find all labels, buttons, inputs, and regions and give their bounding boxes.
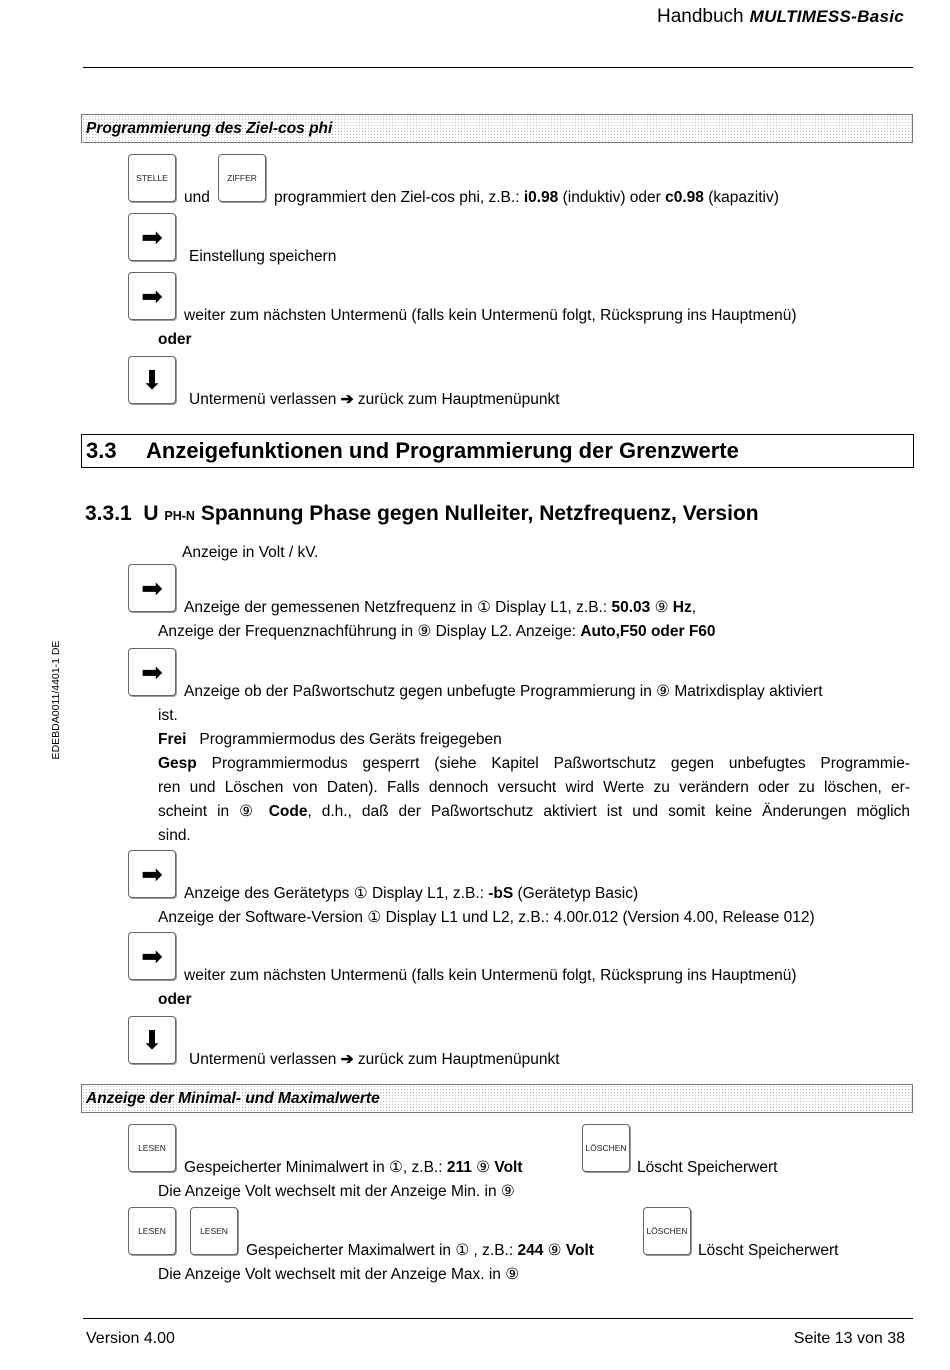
right-arrow-key-icon: ➡: [128, 648, 176, 696]
footer-rule: [83, 1318, 913, 1319]
right-arrow-key-icon: ➡: [128, 564, 176, 612]
right-arrow-key-icon: ➡: [128, 850, 176, 898]
gesp-paragraph: Gesp Programmiermodus gesperrt (siehe Kapitel Paßwortschutz gegen unbefugtes Programmie- ren und Löschen von Daten). Falls dennoch versucht wird Werte zu verändern oder zu löschen, er- scheint in ⑨ Code, d.h., daß der Paßwortschutz aktiviert ist und somit keine Änderungen möglich sind.: [158, 755, 910, 844]
oder-text: oder: [158, 331, 192, 348]
header-title: Handbuch: [657, 6, 744, 27]
software-version-text: Anzeige der Software-Version ① Display L1 und L2, z.B.: 4.00r.012 (Version 4.00, Release 012): [158, 909, 815, 926]
min-value-text: Gespeicherter Minimalwert in ①, z.B.: 211 ⑨ Volt: [184, 1159, 523, 1176]
side-document-code: EDEBDA0011/4401-1 DE: [50, 640, 62, 760]
lesen-key: LESEN: [190, 1207, 238, 1255]
next-submenu-text: weiter zum nächsten Untermenü (falls kein Untermenü folgt, Rücksprung ins Hauptmenü): [184, 307, 797, 324]
ziffer-key: ZIFFER: [218, 154, 266, 202]
next-submenu-text: weiter zum nächsten Untermenü (falls kein Untermenü folgt, Rücksprung ins Hauptmenü): [184, 967, 797, 984]
loeschen-key: LÖSCHEN: [582, 1124, 630, 1172]
save-setting-text: Einstellung speichern: [189, 248, 337, 265]
frequency-text-2: Anzeige der Frequenznachführung in ⑨ Display L2. Anzeige: Auto,F50 oder F60: [158, 623, 716, 640]
down-arrow-key-icon: ⬇: [128, 1016, 176, 1064]
lesen-key: LESEN: [128, 1207, 176, 1255]
section-heading-3-3-1: 3.3.1 U PH-N Spannung Phase gegen Nulleiter, Netzfrequenz, Version: [85, 502, 759, 525]
lesen-key: LESEN: [128, 1124, 176, 1172]
header-rule: [83, 67, 913, 68]
oder-text: oder: [158, 991, 192, 1008]
right-arrow-key-icon: ➡: [128, 213, 176, 261]
frei-line: Frei Programmiermodus des Geräts freigegeben: [158, 731, 502, 748]
password-text-2: ist.: [158, 707, 178, 724]
ziel-cosphi-description: programmiert den Ziel-cos phi, z.B.: i0.98 (induktiv) oder c0.98 (kapazitiv): [274, 189, 779, 206]
down-arrow-key-icon: ⬇: [128, 356, 176, 404]
stelle-key: STELLE: [128, 154, 176, 202]
password-text-1: Anzeige ob der Paßwortschutz gegen unbefugte Programmierung in ⑨ Matrixdisplay aktiviert: [184, 683, 823, 700]
leave-submenu-text: Untermenü verlassen ➔ zurück zum Hauptmenüpunkt: [189, 391, 560, 408]
leave-submenu-text: Untermenü verlassen ➔ zurück zum Hauptmenüpunkt: [189, 1051, 560, 1068]
frequency-text-1: Anzeige der gemessenen Netzfrequenz in ① Display L1, z.B.: 50.03 ⑨ Hz,: [184, 599, 697, 616]
max-value-text: Gespeicherter Maximalwert in ① , z.B.: 244 ⑨ Volt: [246, 1242, 594, 1259]
footer-page-number: Seite 13 von 38: [793, 1330, 905, 1347]
page-header: [657, 6, 904, 28]
right-arrow-key-icon: ➡: [128, 272, 176, 320]
intro-text: Anzeige in Volt / kV.: [182, 544, 319, 561]
header-brand: MULTIMESS-Basic: [749, 7, 904, 26]
right-arrow-key-icon: ➡: [128, 932, 176, 980]
max-display-text: Die Anzeige Volt wechselt mit der Anzeige Max. in ⑨: [158, 1266, 520, 1283]
device-type-text: Anzeige des Gerätetyps ① Display L1, z.B.: -bS (Gerätetyp Basic): [184, 885, 639, 902]
section-title-ziel-cosphi: Programmierung des Ziel-cos phi: [81, 114, 913, 143]
und-text: und: [184, 189, 210, 206]
loescht-speicherwert-text: Löscht Speicherwert: [637, 1159, 778, 1176]
footer-version: Version 4.00: [86, 1330, 175, 1347]
min-display-text: Die Anzeige Volt wechselt mit der Anzeige Min. in ⑨: [158, 1183, 515, 1200]
section-title-minmax: Anzeige der Minimal- und Maximalwerte: [81, 1084, 913, 1113]
loeschen-key: LÖSCHEN: [643, 1207, 691, 1255]
loescht-speicherwert-text: Löscht Speicherwert: [698, 1242, 839, 1259]
section-heading-3-3: 3.3 Anzeigefunktionen und Programmierung der Grenzwerte: [81, 434, 914, 468]
